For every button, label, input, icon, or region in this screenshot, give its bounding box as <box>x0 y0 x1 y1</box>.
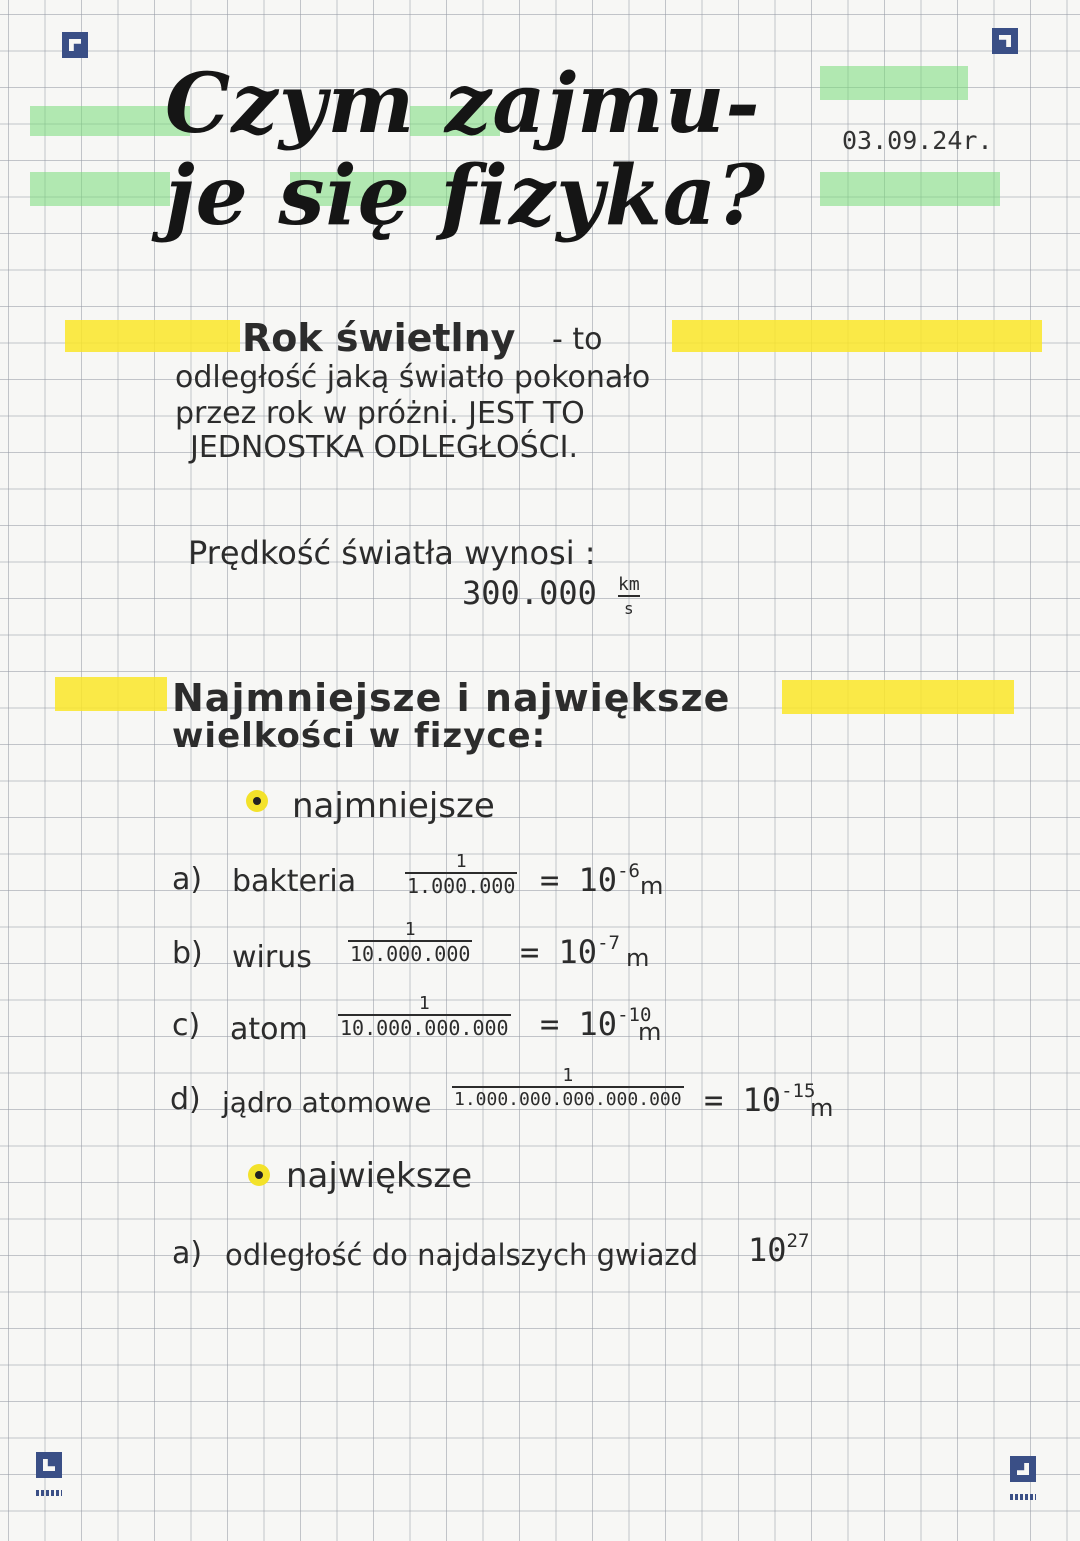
speed-unit-den: s <box>618 595 640 621</box>
largest-item-a-name: odległość do najdalszych gwiazd <box>225 1238 699 1272</box>
speed-of-light-line: Prędkość światła wynosi : <box>188 534 596 572</box>
bullet-largest <box>248 1164 270 1186</box>
item-d-base: = 10 <box>704 1081 782 1119</box>
smallest-label: najmniejsze <box>292 786 495 826</box>
largest-item-a-exp: 27 <box>786 1230 810 1252</box>
light-year-heading: Rok świetlny <box>242 316 516 360</box>
item-a-num: 1 <box>455 851 467 872</box>
item-b-den: 10.000.000 <box>350 942 471 966</box>
speed-unit-num: km <box>618 574 640 595</box>
title-highlight-6 <box>820 172 1000 206</box>
light-year-line-2: przez rok w próżni. JEST TO <box>175 396 585 431</box>
item-b-unit: m <box>626 944 650 972</box>
speed-of-light-value: 300.000 <box>462 574 597 612</box>
item-b-power <box>520 932 620 971</box>
item-a-fraction <box>405 852 517 898</box>
largest-item-a-letter: a) <box>172 1236 203 1271</box>
light-year-heading-suffix: - to <box>552 322 603 357</box>
item-c-name: atom <box>230 1012 308 1047</box>
corner-marker-bottom-right <box>1010 1456 1036 1482</box>
largest-label: największe <box>286 1156 473 1196</box>
item-a-exp: -6 <box>617 860 640 882</box>
item-a-letter: a) <box>172 862 203 897</box>
corner-marker-bottom-left-bar <box>36 1490 62 1496</box>
title-highlight-3 <box>30 172 170 206</box>
item-d-exp: -15 <box>781 1080 816 1102</box>
speed-unit <box>618 575 640 621</box>
item-d-letter: d) <box>170 1082 201 1117</box>
item-c-base: = 10 <box>540 1005 618 1043</box>
item-d-unit: m <box>810 1094 834 1122</box>
item-c-num: 1 <box>418 993 430 1014</box>
title-line-2: je się fizyka? <box>165 148 767 244</box>
item-d-name: jądro atomowe <box>222 1086 432 1119</box>
sizes-highlight-right <box>782 680 1014 714</box>
sizes-heading-line-1: Najmniejsze i największe <box>172 676 731 720</box>
item-d-power <box>704 1080 815 1119</box>
item-d-num: 1 <box>562 1065 574 1086</box>
corner-marker-top-right <box>992 28 1018 54</box>
item-b-letter: b) <box>172 936 203 971</box>
light-year-highlight-left <box>65 320 240 352</box>
corner-marker-bottom-left <box>36 1452 62 1478</box>
title-line-1: Czym zajmu- <box>165 56 761 152</box>
item-d-den: 1.000.000.000.000.000 <box>452 1086 684 1112</box>
item-c-letter: c) <box>172 1008 201 1043</box>
page-title <box>165 58 845 242</box>
item-c-exp: -10 <box>617 1004 652 1026</box>
item-b-name: wirus <box>232 940 312 975</box>
light-year-line-1: odległość jaką światło pokonało <box>175 360 651 395</box>
item-b-num: 1 <box>404 919 416 940</box>
item-a-den: 1.000.000 <box>407 874 516 898</box>
corner-marker-bottom-right-bar <box>1010 1494 1036 1500</box>
item-c-power <box>540 1004 651 1043</box>
item-c-den: 10.000.000.000 <box>340 1016 509 1040</box>
sizes-highlight-left <box>55 677 167 711</box>
corner-marker-top-left <box>62 32 88 58</box>
date-label: 03.09.24r. <box>842 126 993 155</box>
item-b-exp: -7 <box>597 932 620 954</box>
item-a-base: = 10 <box>540 861 618 899</box>
bullet-smallest <box>246 790 268 812</box>
item-d-fraction <box>452 1066 684 1112</box>
item-a-power <box>540 860 640 899</box>
light-year-line-3: JEDNOSTKA ODLEGŁOŚCI. <box>190 430 579 465</box>
item-a-unit: m <box>640 872 664 900</box>
sizes-heading-line-2: wielkości w fizyce: <box>172 716 547 756</box>
largest-item-a-base: 10 <box>748 1231 787 1269</box>
item-a-name: bakteria <box>232 864 357 899</box>
item-c-unit: m <box>638 1018 662 1046</box>
item-b-base: = 10 <box>520 933 598 971</box>
light-year-highlight-right <box>672 320 1042 352</box>
largest-item-a-power <box>748 1230 809 1269</box>
item-b-fraction <box>348 920 472 966</box>
item-c-fraction <box>338 994 511 1040</box>
